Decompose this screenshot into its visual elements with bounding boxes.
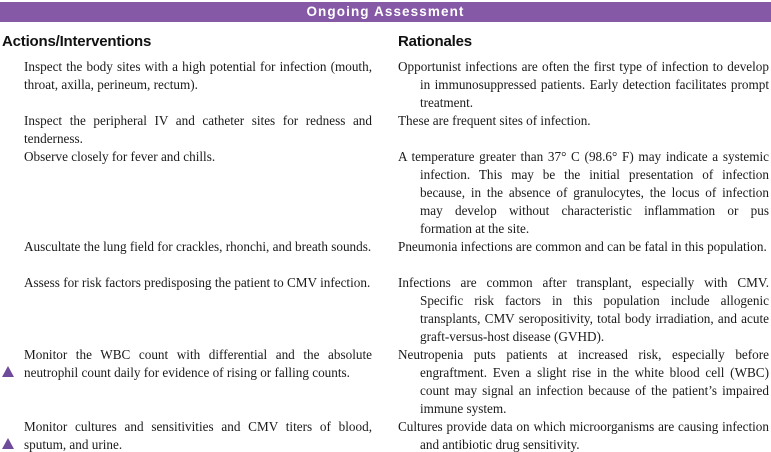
- table-row: [2, 148, 771, 238]
- action-cell: [2, 112, 372, 148]
- rationale-cell: A temperature greater than 37° C (98.6° F) may indicate a systemic infection. This may be the initial presentation of infection because, in the absence of granulocytes, the locus of infection may develop without characteristic inflammation or pus formation at the site.: [398, 149, 769, 236]
- column-headers: [0, 22, 771, 51]
- table-row: [2, 58, 771, 112]
- column-header-actions: Actions/Interventions: [2, 33, 152, 50]
- action-cell: [2, 346, 372, 382]
- table-row: [2, 238, 771, 274]
- action-text: Inspect the body sites with a high potential for infection (mouth, throat, axilla, perineum, rectum).: [24, 59, 372, 92]
- action-text: Monitor the WBC count with differential and the absolute neutrophil count daily for evidence of rising or falling counts.: [24, 347, 372, 380]
- square-bullet-icon: [2, 58, 24, 94]
- action-cell: [2, 418, 372, 452]
- triangle-bullet-icon: [2, 418, 24, 452]
- triangle-bullet-icon: [2, 346, 24, 382]
- rationale-cell: Cultures provide data on which microorganisms are causing infection and antibiotic drug sensitivity.: [398, 419, 769, 452]
- action-cell: [2, 274, 372, 292]
- square-bullet-icon: [2, 148, 24, 166]
- table-row: [2, 274, 771, 346]
- section-header-bar: [0, 2, 771, 22]
- section-title: Ongoing Assessment: [306, 4, 465, 19]
- table-row: [2, 346, 771, 418]
- column-header-rationales: Rationales: [398, 33, 472, 50]
- square-bullet-icon: [2, 274, 24, 292]
- action-text: Assess for risk factors predisposing the patient to CMV infection.: [24, 275, 371, 290]
- action-text: Observe closely for fever and chills.: [24, 149, 216, 164]
- rationale-cell: Pneumonia infections are common and can be fatal in this population.: [398, 239, 767, 254]
- table-row: [2, 112, 771, 148]
- table-row: [2, 418, 771, 452]
- rationale-cell: These are frequent sites of infection.: [398, 113, 591, 128]
- rationale-cell: Opportunist infections are often the first type of infection to develop in immunosuppressed patients. Early detection facilitates prompt treatment.: [398, 59, 769, 110]
- square-bullet-icon: [2, 112, 24, 148]
- action-text: Monitor cultures and sensitivities and CMV titers of blood, sputum, and urine.: [24, 419, 372, 452]
- rationale-cell: Neutropenia puts patients at increased risk, especially before engraftment. Even a slight rise in the white blood cell (WBC) count may signal an infection because of the patient’s impaired immune system.: [398, 347, 769, 416]
- action-cell: [2, 58, 372, 94]
- assessment-table: [0, 58, 771, 452]
- rationale-cell: Infections are common after transplant, especially with CMV. Specific risk factors in this population include allogenic transplants, CMV seropositivity, total body irradiation, and acute graft-versus-host disease (GVHD).: [398, 275, 769, 344]
- action-cell: [2, 238, 372, 256]
- action-text: Auscultate the lung field for crackles, rhonchi, and breath sounds.: [24, 239, 372, 254]
- action-text: Inspect the peripheral IV and catheter sites for redness and tenderness.: [24, 113, 372, 146]
- action-cell: [2, 148, 372, 166]
- square-bullet-icon: [2, 238, 24, 256]
